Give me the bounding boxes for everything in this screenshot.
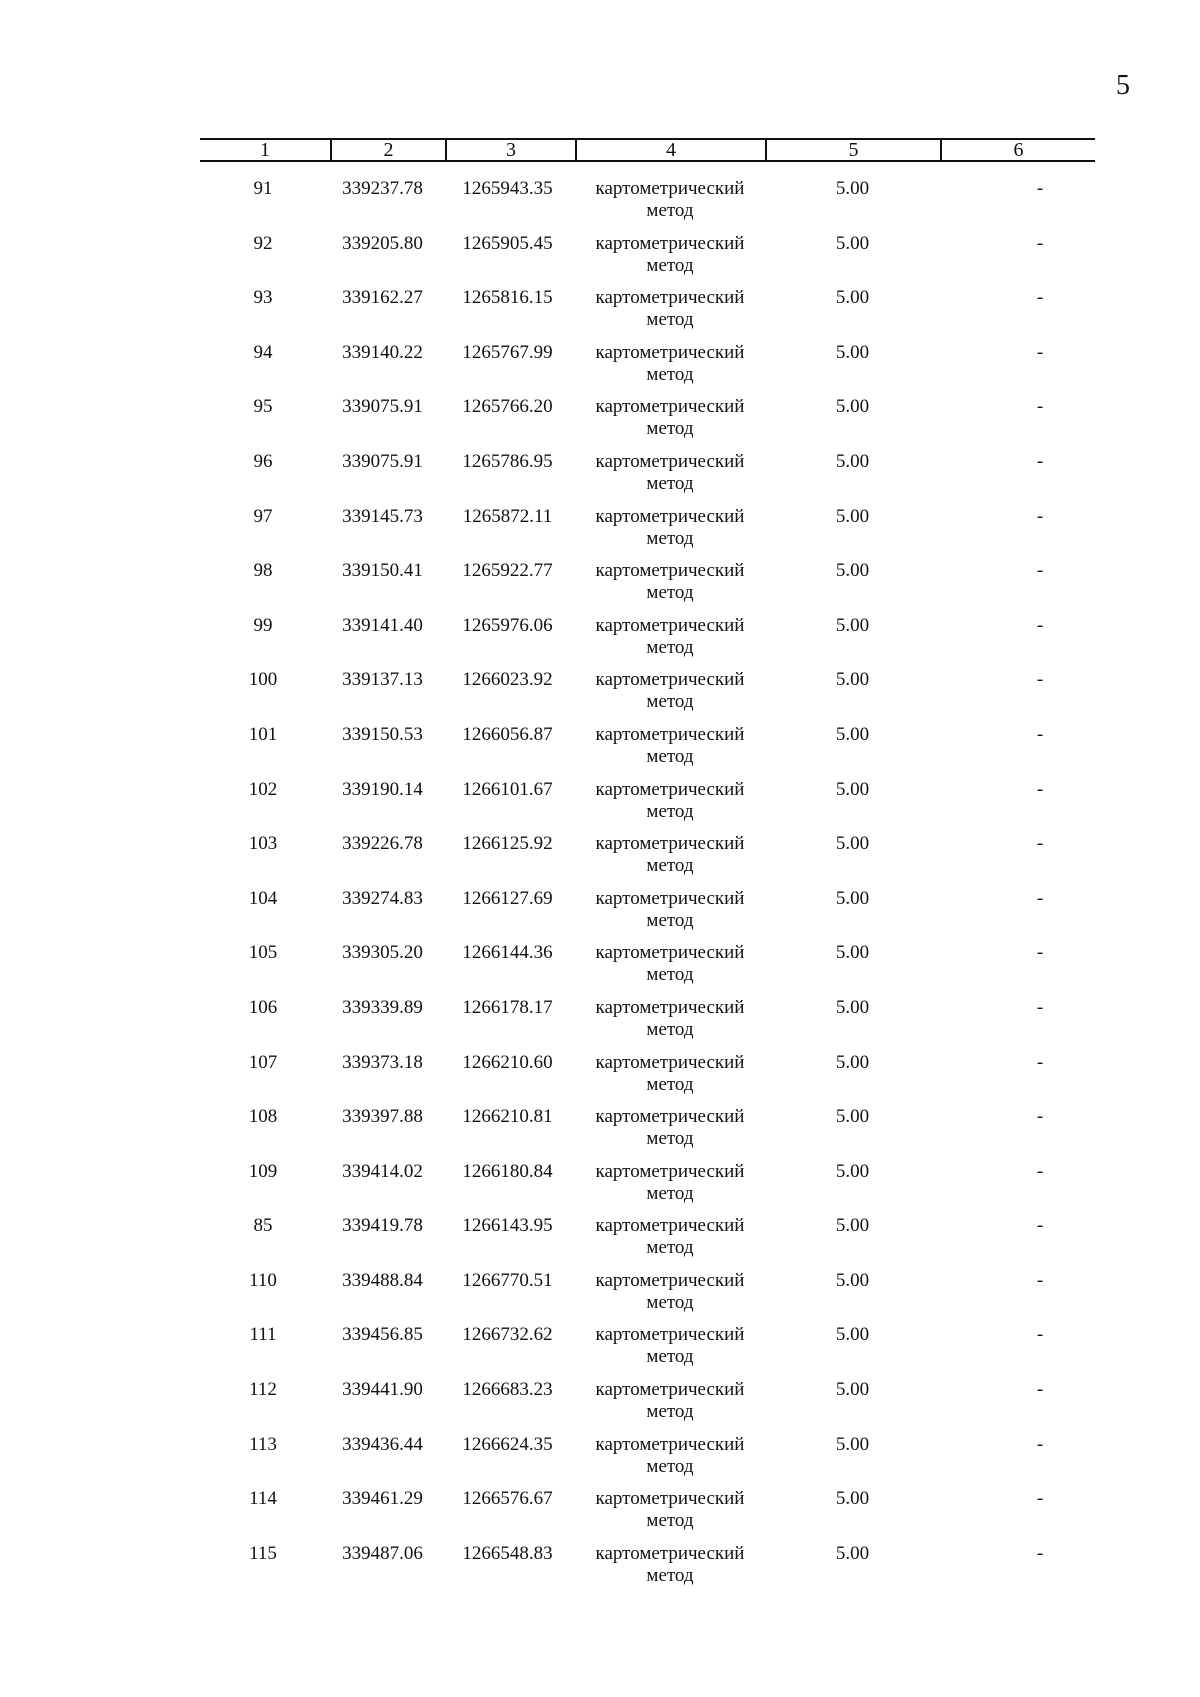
method-cell: картометрический метод [595, 1379, 745, 1423]
table-row [200, 661, 1095, 716]
coordinate-y: 1266210.81 [462, 1106, 553, 1128]
note-cell: - [1036, 723, 1044, 745]
coordinate-x: 339190.14 [342, 778, 423, 800]
method-cell: картометрический метод [595, 178, 745, 221]
note-cell: - [1036, 1379, 1044, 1401]
point-number: 103 [248, 833, 278, 855]
table-row [200, 443, 1095, 498]
accuracy-cell: 5.00 [835, 887, 870, 909]
point-number: 106 [248, 996, 278, 1018]
note-cell: - [1036, 778, 1044, 800]
table-header [200, 138, 1095, 162]
point-number: 93 [253, 287, 273, 309]
table-row [200, 1535, 1095, 1590]
method-cell: картометрический метод [595, 996, 745, 1040]
point-number: 104 [248, 887, 278, 909]
method-cell: картометрический метод [595, 1324, 745, 1368]
coordinate-x: 339274.83 [342, 887, 423, 909]
table-row [200, 225, 1095, 280]
header-col-2: 2 [330, 140, 445, 160]
table-row [200, 1426, 1095, 1481]
point-number: 111 [249, 1324, 277, 1346]
coordinate-x: 339137.13 [342, 669, 423, 691]
table-row [200, 1044, 1095, 1099]
accuracy-cell: 5.00 [835, 450, 870, 472]
coordinate-x: 339150.41 [342, 560, 423, 582]
coordinate-y: 1266732.62 [462, 1324, 553, 1346]
accuracy-cell: 5.00 [835, 942, 870, 964]
coordinate-y: 1266125.92 [462, 833, 553, 855]
point-number: 110 [249, 1269, 277, 1291]
accuracy-cell: 5.00 [835, 1160, 870, 1182]
table-row [200, 498, 1095, 553]
method-cell: картометрический метод [595, 560, 745, 604]
note-cell: - [1036, 450, 1044, 472]
coordinate-x: 339140.22 [342, 341, 423, 363]
coordinate-x: 339141.40 [342, 614, 423, 636]
coordinate-x: 339339.89 [342, 996, 423, 1018]
method-cell: картометрический метод [595, 669, 745, 713]
coordinate-x: 339150.53 [342, 723, 423, 745]
coordinate-y: 1266683.23 [462, 1379, 553, 1401]
accuracy-cell: 5.00 [835, 341, 870, 363]
point-number: 97 [253, 505, 273, 527]
note-cell: - [1036, 887, 1044, 909]
method-cell: картометрический метод [595, 1488, 745, 1532]
method-cell: картометрический метод [595, 1269, 745, 1313]
table-row [200, 1316, 1095, 1371]
note-cell: - [1036, 341, 1044, 363]
point-number: 115 [249, 1542, 277, 1564]
table-row [200, 1207, 1095, 1262]
header-col-6: 6 [940, 140, 1095, 160]
coordinate-x: 339419.78 [342, 1215, 423, 1237]
accuracy-cell: 5.00 [835, 723, 870, 745]
note-cell: - [1036, 996, 1044, 1018]
point-number: 114 [249, 1488, 277, 1510]
point-number: 113 [249, 1433, 277, 1455]
coordinate-x: 339441.90 [342, 1379, 423, 1401]
coordinate-y: 1266548.83 [462, 1542, 553, 1564]
method-cell: картометрический метод [595, 1160, 745, 1204]
table-row [200, 1098, 1095, 1153]
table-row [200, 771, 1095, 826]
method-cell: картометрический метод [595, 1542, 745, 1586]
coordinate-x: 339436.44 [342, 1433, 423, 1455]
coordinate-y: 1265976.06 [462, 614, 553, 636]
note-cell: - [1036, 1542, 1044, 1564]
accuracy-cell: 5.00 [835, 1488, 870, 1510]
coordinate-y: 1265786.95 [462, 450, 553, 472]
coordinate-x: 339075.91 [342, 396, 423, 418]
method-cell: картометрический метод [595, 833, 745, 877]
table-row [200, 607, 1095, 662]
table-row [200, 880, 1095, 935]
point-number: 85 [253, 1215, 273, 1237]
coordinate-y: 1265872.11 [462, 505, 553, 527]
header-col-1: 1 [260, 139, 270, 161]
coordinate-y: 1265766.20 [462, 396, 553, 418]
point-number: 99 [253, 614, 273, 636]
coordinate-x: 339305.20 [342, 942, 423, 964]
accuracy-cell: 5.00 [835, 996, 870, 1018]
note-cell: - [1036, 287, 1044, 309]
method-cell: картометрический метод [595, 396, 745, 440]
header-col-5: 5 [765, 140, 940, 160]
accuracy-cell: 5.00 [835, 396, 870, 418]
coordinate-y: 1265767.99 [462, 341, 553, 363]
accuracy-cell: 5.00 [835, 232, 870, 254]
method-cell: картометрический метод [595, 1215, 745, 1259]
coordinate-x: 339237.78 [342, 178, 423, 199]
coordinate-x: 339145.73 [342, 505, 423, 527]
table-row [200, 388, 1095, 443]
point-number: 95 [253, 396, 273, 418]
note-cell: - [1036, 669, 1044, 691]
point-number: 98 [253, 560, 273, 582]
table-row [200, 1153, 1095, 1208]
method-cell: картометрический метод [595, 778, 745, 822]
note-cell: - [1036, 232, 1044, 254]
table-row [200, 279, 1095, 334]
method-cell: картометрический метод [595, 505, 745, 549]
note-cell: - [1036, 614, 1044, 636]
coordinate-y: 1265922.77 [462, 560, 553, 582]
method-cell: картометрический метод [595, 614, 745, 658]
table-row [200, 552, 1095, 607]
note-cell: - [1036, 396, 1044, 418]
method-cell: картометрический метод [595, 232, 745, 276]
accuracy-cell: 5.00 [835, 287, 870, 309]
note-cell: - [1036, 1433, 1044, 1455]
point-number: 91 [253, 178, 273, 199]
coordinate-y: 1266178.17 [462, 996, 553, 1018]
point-number: 102 [248, 778, 278, 800]
table-row [200, 716, 1095, 771]
coordinate-y: 1266180.84 [462, 1160, 553, 1182]
accuracy-cell: 5.00 [835, 1379, 870, 1401]
coordinate-x: 339461.29 [342, 1488, 423, 1510]
table-row [200, 825, 1095, 880]
header-col-4: 4 [575, 140, 765, 160]
coordinate-y: 1266101.67 [462, 778, 553, 800]
note-cell: - [1036, 833, 1044, 855]
table-row [200, 1371, 1095, 1426]
coordinate-x: 339205.80 [342, 232, 423, 254]
coordinate-x: 339075.91 [342, 450, 423, 472]
method-cell: картометрический метод [595, 723, 745, 767]
point-number: 105 [248, 942, 278, 964]
method-cell: картометрический метод [595, 287, 745, 331]
accuracy-cell: 5.00 [835, 669, 870, 691]
method-cell: картометрический метод [595, 341, 745, 385]
note-cell: - [1036, 505, 1044, 527]
coordinate-y: 1266624.35 [462, 1433, 553, 1455]
note-cell: - [1036, 1051, 1044, 1073]
note-cell: - [1036, 1160, 1044, 1182]
point-number: 92 [253, 232, 273, 254]
note-cell: - [1036, 942, 1044, 964]
table-row [200, 170, 1095, 225]
point-number: 112 [249, 1379, 277, 1401]
accuracy-cell: 5.00 [835, 178, 870, 199]
note-cell: - [1036, 1215, 1044, 1237]
table-body [200, 170, 1095, 1589]
coordinate-x: 339226.78 [342, 833, 423, 855]
coordinate-y: 1266023.92 [462, 669, 553, 691]
method-cell: картометрический метод [595, 1106, 745, 1150]
table-row [200, 989, 1095, 1044]
table-row [200, 334, 1095, 389]
coordinate-x: 339397.88 [342, 1106, 423, 1128]
method-cell: картометрический метод [595, 1051, 745, 1095]
note-cell: - [1036, 178, 1044, 199]
coordinate-y: 1266143.95 [462, 1215, 553, 1237]
point-number: 107 [248, 1051, 278, 1073]
coordinate-y: 1266210.60 [462, 1051, 553, 1073]
coordinate-x: 339162.27 [342, 287, 423, 309]
table-row [200, 1262, 1095, 1317]
table-row [200, 1480, 1095, 1535]
coordinate-x: 339456.85 [342, 1324, 423, 1346]
page-number: 5 [1116, 70, 1130, 101]
coordinate-y: 1266576.67 [462, 1488, 553, 1510]
accuracy-cell: 5.00 [835, 1051, 870, 1073]
accuracy-cell: 5.00 [835, 1433, 870, 1455]
point-number: 96 [253, 450, 273, 472]
coordinate-y: 1266056.87 [462, 723, 553, 745]
method-cell: картометрический метод [595, 450, 745, 494]
coordinate-x: 339487.06 [342, 1542, 423, 1564]
coordinate-y: 1265816.15 [462, 287, 553, 309]
accuracy-cell: 5.00 [835, 1106, 870, 1128]
accuracy-cell: 5.00 [835, 1269, 870, 1291]
note-cell: - [1036, 1488, 1044, 1510]
method-cell: картометрический метод [595, 942, 745, 986]
method-cell: картометрический метод [595, 887, 745, 931]
accuracy-cell: 5.00 [835, 505, 870, 527]
coordinate-x: 339488.84 [342, 1269, 423, 1291]
point-number: 108 [248, 1106, 278, 1128]
method-cell: картометрический метод [595, 1433, 745, 1477]
accuracy-cell: 5.00 [835, 778, 870, 800]
point-number: 94 [253, 341, 273, 363]
point-number: 101 [248, 723, 278, 745]
note-cell: - [1036, 1324, 1044, 1346]
accuracy-cell: 5.00 [835, 1215, 870, 1237]
coordinate-x: 339414.02 [342, 1160, 423, 1182]
point-number: 109 [248, 1160, 278, 1182]
table-row [200, 934, 1095, 989]
coordinate-y: 1265905.45 [462, 232, 553, 254]
coordinate-y: 1266144.36 [462, 942, 553, 964]
accuracy-cell: 5.00 [835, 560, 870, 582]
accuracy-cell: 5.00 [835, 1542, 870, 1564]
accuracy-cell: 5.00 [835, 614, 870, 636]
point-number: 100 [248, 669, 278, 691]
header-col-3: 3 [445, 140, 575, 160]
note-cell: - [1036, 1106, 1044, 1128]
coordinate-y: 1266770.51 [462, 1269, 553, 1291]
coordinate-y: 1266127.69 [462, 887, 553, 909]
coordinate-x: 339373.18 [342, 1051, 423, 1073]
accuracy-cell: 5.00 [835, 833, 870, 855]
coordinate-y: 1265943.35 [462, 178, 553, 199]
note-cell: - [1036, 1269, 1044, 1291]
accuracy-cell: 5.00 [835, 1324, 870, 1346]
note-cell: - [1036, 560, 1044, 582]
